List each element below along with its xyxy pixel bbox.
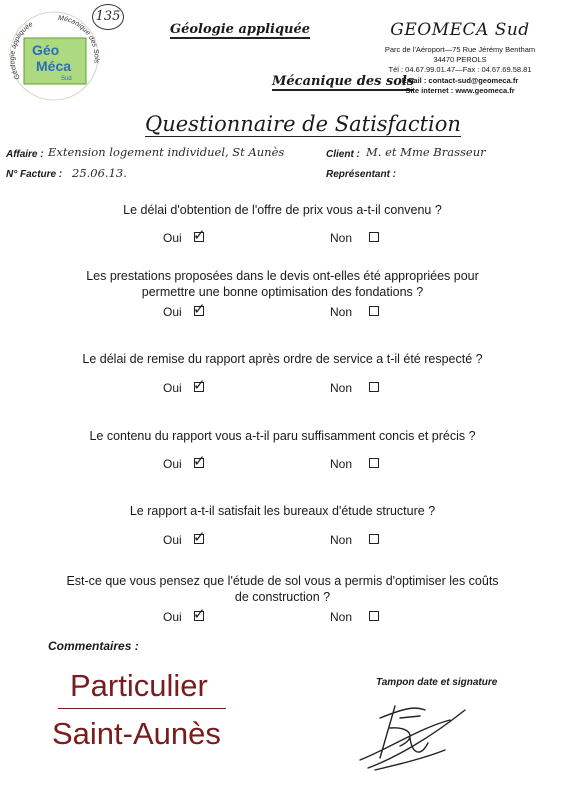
facture-label: N° Facture : xyxy=(6,169,63,180)
logo-arc-left: Géologie appliquée xyxy=(9,20,35,81)
question-6: Est-ce que vous pensez que l'étude de sol vous a permis d'optimiser les coûts de construction ? xyxy=(66,574,499,604)
q2-non-label: Non xyxy=(330,305,353,319)
q5-oui-check-mark: ✓ xyxy=(193,528,206,546)
q6-non-checkbox[interactable] xyxy=(369,611,379,621)
affaire-label: Affaire : xyxy=(6,149,44,160)
logo-line2: Méca xyxy=(36,58,72,74)
signature-label: Tampon date et signature xyxy=(376,677,498,688)
logo-arc-right: Mécanique des Sols xyxy=(57,14,100,64)
tagline-geology xyxy=(170,22,310,37)
stamp-line1: Particulier xyxy=(70,668,208,703)
q4-oui-check-mark: ✓ xyxy=(193,452,206,470)
question-5: Le rapport a-t-il satisfait les bureaux d'étude structure ? xyxy=(129,504,436,518)
q6-oui-check-mark: ✓ xyxy=(193,605,206,623)
q3-oui-label: Oui xyxy=(163,381,182,395)
q5-non-label: Non xyxy=(330,533,353,547)
page-number-text: 135 xyxy=(95,9,121,24)
q5-oui-label: Oui xyxy=(163,533,182,547)
q1-non-label: Non xyxy=(330,231,353,245)
signature xyxy=(350,698,480,773)
page-title-text: Questionnaire de Satisfaction xyxy=(145,112,461,136)
company-name: GEOMECA Sud xyxy=(390,20,530,40)
client-label: Client : xyxy=(326,149,360,160)
facture-value: 25.06.13. xyxy=(72,166,127,180)
q1-oui-check-mark: ✓ xyxy=(193,226,206,244)
q2-non-checkbox[interactable] xyxy=(369,306,379,316)
company-logo xyxy=(6,8,102,104)
q2-oui-label: Oui xyxy=(163,305,182,319)
q4-oui-label: Oui xyxy=(163,457,182,471)
q1-oui-label: Oui xyxy=(163,231,182,245)
q3-non-checkbox[interactable] xyxy=(369,382,379,392)
company-email: Email : contact-sud@geomeca.fr xyxy=(401,76,519,85)
comments-label: Commentaires : xyxy=(48,639,139,653)
tagline-geology-text: Géologie appliquée xyxy=(170,22,311,37)
stamp-rule xyxy=(58,708,226,709)
q4-non-label: Non xyxy=(330,457,353,471)
tagline-mechanics-text: Mécanique des sols xyxy=(272,74,415,89)
logo-sub: Sud xyxy=(61,76,72,82)
question-3: Le délai de remise du rapport après ordre de service a t-il été respecté ? xyxy=(82,352,483,366)
page-title xyxy=(145,112,461,136)
q2-oui-check-mark: ✓ xyxy=(193,300,206,318)
stamp-line2: Saint-Aunès xyxy=(52,716,221,751)
company-phone-fax: Tél : 04.67.99.01.47—Fax : 04.67.69.58.81 xyxy=(388,65,532,74)
company-address-line1: Parc de l'Aéroport—75 Rue Jérémy Bentham xyxy=(384,45,536,54)
company-website: Site internet : www.geomeca.fr xyxy=(405,86,515,95)
company-block xyxy=(360,20,560,96)
question-1: Le délai d'obtention de l'offre de prix vous a-t-il convenu ? xyxy=(123,203,442,217)
representant-label: Représentant : xyxy=(326,169,397,180)
q6-non-label: Non xyxy=(330,610,353,624)
client-value: M. et Mme Brasseur xyxy=(366,145,486,159)
q5-non-checkbox[interactable] xyxy=(369,534,379,544)
logo-line1: Géo xyxy=(32,42,60,58)
q3-non-label: Non xyxy=(330,381,353,395)
company-address-line2: 34470 PEROLS xyxy=(433,55,487,64)
affaire-value: Extension logement individuel, St Aunès xyxy=(48,145,285,159)
q3-oui-check-mark: ✓ xyxy=(193,376,206,394)
q6-oui-label: Oui xyxy=(163,610,182,624)
question-4: Le contenu du rapport vous a-t-il paru suffisamment concis et précis ? xyxy=(89,429,476,443)
question-2: Les prestations proposées dans le devis ont-elles été appropriées pour permettre une bonne optimisation des fondations ? xyxy=(86,269,479,299)
q4-non-checkbox[interactable] xyxy=(369,458,379,468)
q1-non-checkbox[interactable] xyxy=(369,232,379,242)
